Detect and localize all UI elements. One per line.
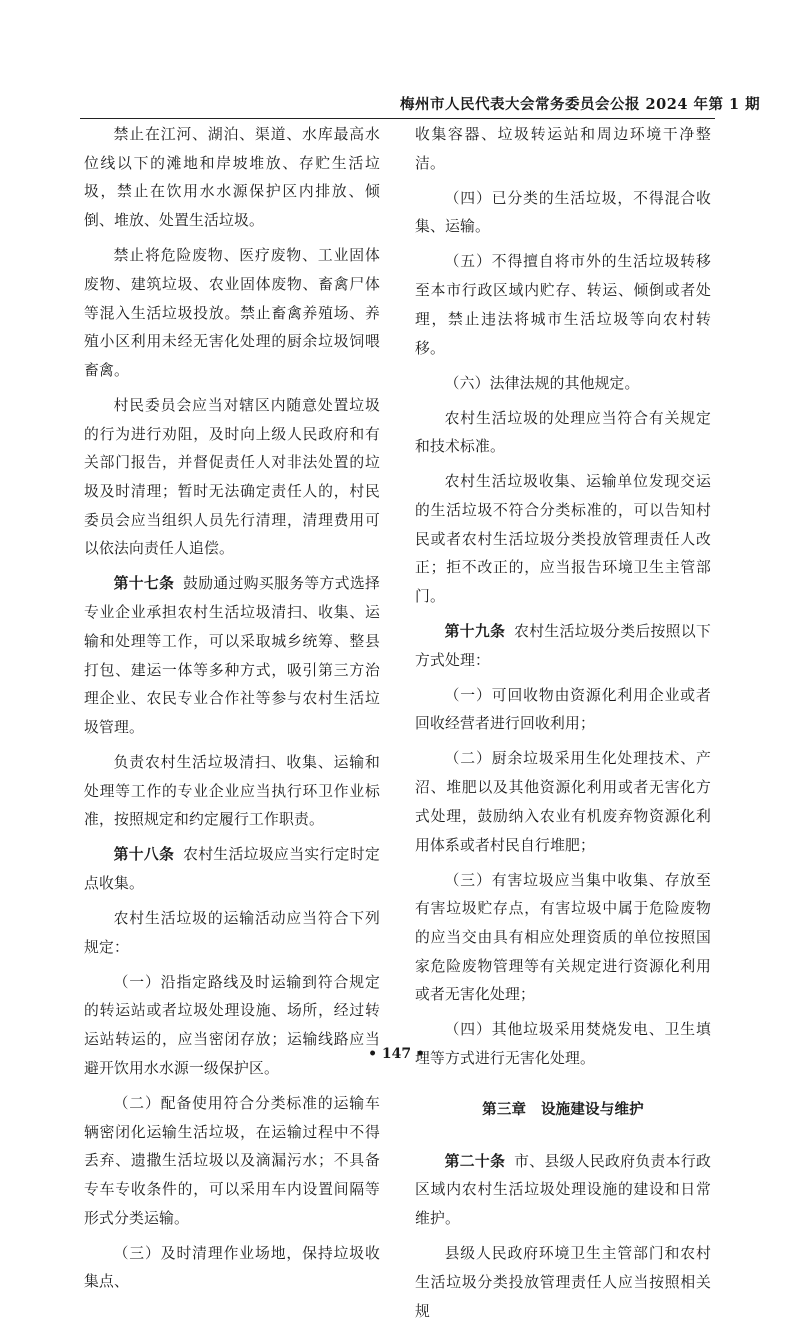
article-number: 第十九条 (444, 623, 506, 641)
left-column (84, 121, 380, 1303)
paragraph: 负责农村生活垃圾清扫、收集、运输和处理等工作的专业企业应当执行环卫作业标准，按照规定和约定履行工作职责。 (84, 753, 380, 829)
list-item: （五）不得擅自将市外的生活垃圾转移至本市行政区域内贮存、转运、倾倒或者处理，禁止违法将城市生活垃圾等向农村转移。 (415, 253, 711, 357)
article-18-paragraph: 第十八条 农村生活垃圾应当实行定时定点收集。 (84, 846, 380, 893)
paragraph: 农村生活垃圾的处理应当符合有关规定和技术标准。 (415, 409, 711, 456)
article-number: 第十七条 (113, 575, 175, 593)
list-item: （二）厨余垃圾采用生化处理技术、产沼、堆肥以及其他资源化利用或者无害化方式处理，鼓励纳入农业有机废弃物资源化利用体系或者村民自行堆肥； (415, 750, 711, 854)
article-number: 第十八条 (113, 846, 175, 864)
paragraph: 县级人民政府环境卫生主管部门和农村生活垃圾分类投放管理责任人应当按照相关规 (415, 1245, 711, 1320)
right-column (415, 121, 711, 1333)
list-item: （三）及时清理作业场地，保持垃圾收集点、 (84, 1244, 380, 1291)
header-divider (80, 118, 715, 119)
list-item: （六）法律法规的其他规定。 (444, 374, 640, 392)
list-item: （二）配备使用符合分类标准的运输车辆密闭化运输生活垃圾，在运输过程中不得丢弃、遗撒生活垃圾以及滴漏污水；不具备专车专收条件的，可以采用车内设置间隔等形式分类运输。 (84, 1094, 380, 1227)
article-20-paragraph: 第二十条 市、县级人民政府负责本行政区域内农村生活垃圾处理设施的建设和日常维护。 (415, 1152, 711, 1228)
paragraph: 村民委员会应当对辖区内随意处置垃圾的行为进行劝阻，及时向上级人民政府和有关部门报告，并督促责任人对非法处置的垃圾及时清理；暂时无法确定责任人的，村民委员会应当组织人员先行清理，清理费用可以依法向责任人追偿。 (84, 396, 380, 558)
paragraph: 农村生活垃圾的运输活动应当符合下列规定： (84, 910, 380, 956)
page-number: • 147 • (368, 1046, 425, 1062)
article-17-paragraph: 第十七条 鼓励通过购买服务等方式选择专业企业承担农村生活垃圾清扫、收集、运输和处理等工作，可以采取城乡统筹、整县打包、建运一体等多种方式，吸引第三方治理企业、农民专业合作社等参与农村生活垃圾管理。 (84, 575, 380, 736)
paragraph: 农村生活垃圾收集、运输单位发现交运的生活垃圾不符合分类标准的，可以告知村民或者农村生活垃圾分类投放管理责任人改正；拒不改正的，应当报告环境卫生主管部门。 (415, 473, 711, 606)
article-19-paragraph: 第十九条 农村生活垃圾分类后按照以下方式处理： (415, 623, 711, 669)
paragraph-continued: 收集容器、垃圾转运站和周边环境干净整洁。 (415, 126, 711, 172)
paragraph: 禁止在江河、湖泊、渠道、水库最高水位线以下的滩地和岸坡堆放、存贮生活垃圾，禁止在饮用水水源保护区内排放、倾倒、堆放、处置生活垃圾。 (84, 126, 380, 230)
list-item: （四）其他垃圾采用焚烧发电、卫生填埋等方式进行无害化处理。 (415, 1021, 711, 1068)
bulletin-header: 梅州市人民代表大会常务委员会公报 2024 年第 1 期 (400, 96, 761, 113)
paragraph: 禁止将危险废物、医疗废物、工业固体废物、建筑垃圾、农业固体废物、畜禽尸体等混入生活垃圾投放。禁止畜禽养殖场、养殖小区利用未经无害化处理的厨余垃圾饲喂畜禽。 (84, 247, 380, 379)
list-item: （三）有害垃圾应当集中收集、存放至有害垃圾贮存点，有害垃圾中属于危险废物的应当交由具有相应处理资质的单位按照国家危险废物管理等有关规定进行资源化利用或者无害化处理； (415, 871, 711, 1004)
list-item: （一）沿指定路线及时运输到符合规定的转运站或者垃圾处理设施、场所，经过转运站转运的，应当密闭存放；运输线路应当避开饮用水水源一级保护区。 (84, 973, 380, 1077)
list-item: （一）可回收物由资源化利用企业或者回收经营者进行回收利用； (415, 686, 711, 733)
chapter-title: 第三章 设施建设与维护 (482, 1100, 644, 1118)
article-number: 第二十条 (444, 1152, 506, 1170)
list-item: （四）已分类的生活垃圾，不得混合收集、运输。 (415, 189, 711, 236)
